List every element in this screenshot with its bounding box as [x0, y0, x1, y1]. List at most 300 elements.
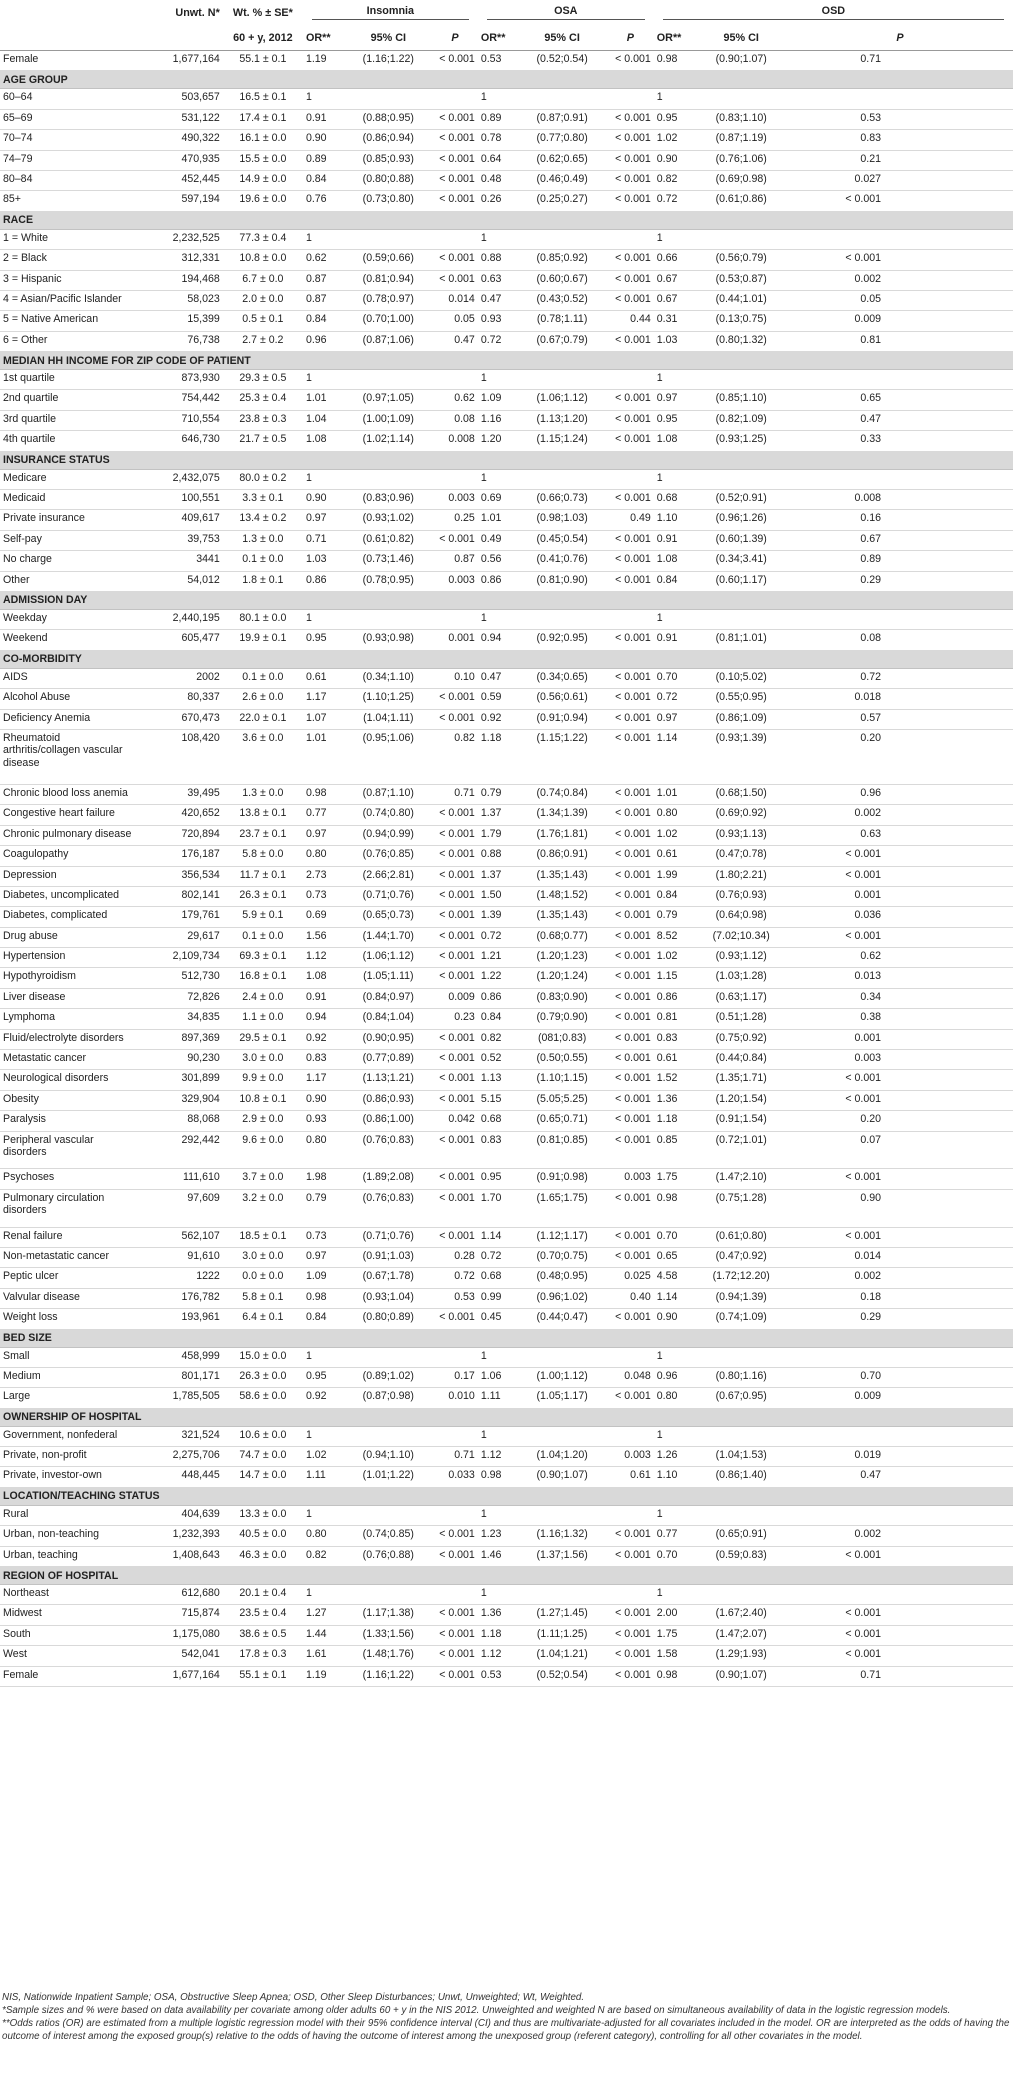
cell-osd-or: 0.66: [654, 250, 696, 270]
cell-osd-ci: (1.03;1.28): [695, 968, 787, 988]
table-row: [0, 988, 1013, 1008]
cell-osa-or: 1: [478, 89, 518, 109]
cell-insomnia-p: < 0.001: [432, 250, 478, 270]
row-label: Weekday: [0, 609, 143, 629]
cell-osa-or: 1: [478, 229, 518, 249]
cell-osa-p: < 0.001: [607, 1546, 654, 1566]
cell-osa-or: 0.88: [478, 250, 518, 270]
cell-insomnia-p: 0.008: [432, 431, 478, 451]
cell-unweighted-n: 29,617: [143, 927, 223, 947]
cell-osd-ci: (0.75;1.28): [695, 1189, 787, 1227]
table-row: [0, 1227, 1013, 1247]
cell-insomnia-ci: (0.87;1.06): [345, 331, 432, 351]
table-row: [0, 109, 1013, 129]
cell-osd-or: 1.02: [654, 130, 696, 150]
cell-osd-ci: (0.60;1.17): [695, 571, 787, 591]
cell-insomnia-or: 1.09: [303, 1268, 345, 1288]
cell-osd-p: 0.002: [787, 270, 1013, 290]
cell-osd-p: [787, 609, 1013, 629]
table-footnotes: [0, 1992, 1013, 2044]
cell-osa-ci: (0.98;1.03): [517, 510, 607, 530]
cell-osa-or: 0.69: [478, 490, 518, 510]
header-weighted-sub: 60 + y, 2012: [223, 25, 303, 51]
cell-osa-or: 1.14: [478, 1227, 518, 1247]
cell-osa-or: 0.92: [478, 709, 518, 729]
cell-osd-or: 0.98: [654, 51, 696, 71]
cell-osa-p: < 0.001: [607, 170, 654, 190]
cell-insomnia-or: 1.17: [303, 689, 345, 709]
cell-unweighted-n: 58,023: [143, 290, 223, 310]
cell-insomnia-or: 0.91: [303, 988, 345, 1008]
cell-insomnia-or: 0.73: [303, 1227, 345, 1247]
cell-osd-ci: (0.72;1.01): [695, 1131, 787, 1169]
cell-osa-or: 1.12: [478, 1447, 518, 1467]
cell-osd-p: 0.08: [787, 630, 1013, 650]
cell-osd-p: 0.20: [787, 1111, 1013, 1131]
cell-osa-ci: (0.44;0.47): [517, 1309, 607, 1329]
cell-osd-ci: (0.44;0.84): [695, 1050, 787, 1070]
cell-osa-ci: (0.46;0.49): [517, 170, 607, 190]
cell-osd-or: 1.10: [654, 1467, 696, 1487]
row-label: 6 = Other: [0, 331, 143, 351]
cell-osd-p: 0.036: [787, 907, 1013, 927]
cell-unweighted-n: 512,730: [143, 968, 223, 988]
cell-osd-ci: (0.56;0.79): [695, 250, 787, 270]
cell-unweighted-n: 1222: [143, 1268, 223, 1288]
row-label: 70–74: [0, 130, 143, 150]
cell-osd-p: 0.018: [787, 689, 1013, 709]
cell-unweighted-n: 193,961: [143, 1309, 223, 1329]
row-label: 4th quartile: [0, 431, 143, 451]
row-label: Northeast: [0, 1585, 143, 1605]
cell-osd-or: 1.03: [654, 331, 696, 351]
cell-insomnia-ci: (0.84;1.04): [345, 1009, 432, 1029]
cell-insomnia-p: < 0.001: [432, 150, 478, 170]
cell-osa-or: 0.48: [478, 170, 518, 190]
cell-insomnia-or: 0.71: [303, 530, 345, 550]
cell-osa-ci: (1.05;1.17): [517, 1388, 607, 1408]
cell-insomnia-ci: [345, 229, 432, 249]
cell-osa-or: 1.22: [478, 968, 518, 988]
cell-insomnia-or: 0.92: [303, 1388, 345, 1408]
cell-osd-ci: (0.96;1.26): [695, 510, 787, 530]
table-row: [0, 668, 1013, 688]
row-label: No charge: [0, 551, 143, 571]
cell-osd-or: 1: [654, 1426, 696, 1446]
cell-unweighted-n: 34,835: [143, 1009, 223, 1029]
cell-osa-or: 0.78: [478, 130, 518, 150]
group-label-osd: OSD: [663, 5, 1004, 20]
cell-insomnia-p: < 0.001: [432, 1526, 478, 1546]
table-row: [0, 1426, 1013, 1446]
cell-insomnia-or: 1.44: [303, 1625, 345, 1645]
cell-osa-ci: (1.37;1.56): [517, 1546, 607, 1566]
cell-osa-p: < 0.001: [607, 630, 654, 650]
row-label: Medicare: [0, 469, 143, 489]
cell-insomnia-ci: (1.16;1.22): [345, 1666, 432, 1686]
cell-insomnia-or: 1.11: [303, 1467, 345, 1487]
cell-osa-ci: [517, 229, 607, 249]
row-label: South: [0, 1625, 143, 1645]
cell-osa-or: 1.13: [478, 1070, 518, 1090]
cell-insomnia-p: < 0.001: [432, 805, 478, 825]
cell-osd-ci: (1.72;12.20): [695, 1268, 787, 1288]
cell-insomnia-or: 1.19: [303, 1666, 345, 1686]
table-row: [0, 907, 1013, 927]
cell-osd-ci: [695, 469, 787, 489]
cell-weighted-pct: 1.3 ± 0.0: [223, 784, 303, 804]
cell-weighted-pct: 3.7 ± 0.0: [223, 1169, 303, 1189]
cell-unweighted-n: 90,230: [143, 1050, 223, 1070]
cell-osd-or: 0.96: [654, 1367, 696, 1387]
cell-osa-ci: (0.25;0.27): [517, 191, 607, 211]
cell-insomnia-or: 1.17: [303, 1070, 345, 1090]
cell-osd-or: 0.67: [654, 290, 696, 310]
cell-osa-or: 1.39: [478, 907, 518, 927]
cell-insomnia-p: 0.72: [432, 1268, 478, 1288]
cell-insomnia-p: < 0.001: [432, 1169, 478, 1189]
cell-osd-or: 0.90: [654, 1309, 696, 1329]
cell-osa-p: < 0.001: [607, 431, 654, 451]
cell-insomnia-ci: (0.76;0.83): [345, 1189, 432, 1227]
table-row: [0, 311, 1013, 331]
cell-osd-p: 0.89: [787, 551, 1013, 571]
cell-osd-or: 0.81: [654, 1009, 696, 1029]
cell-insomnia-or: 0.94: [303, 1009, 345, 1029]
cell-osd-p: 0.002: [787, 1526, 1013, 1546]
table-row: [0, 968, 1013, 988]
header-group-osa: [478, 0, 654, 25]
cell-osa-ci: (0.91;0.98): [517, 1169, 607, 1189]
cell-osa-ci: (1.00;1.12): [517, 1367, 607, 1387]
section-title: OWNERSHIP OF HOSPITAL: [0, 1408, 1013, 1426]
cell-osa-or: 1.18: [478, 729, 518, 784]
cell-insomnia-ci: (0.71;0.76): [345, 1227, 432, 1247]
table-row: [0, 1367, 1013, 1387]
row-label: Other: [0, 571, 143, 591]
cell-unweighted-n: 312,331: [143, 250, 223, 270]
cell-osa-or: 1.06: [478, 1367, 518, 1387]
cell-osa-p: 0.003: [607, 1447, 654, 1467]
table-row: [0, 191, 1013, 211]
cell-insomnia-or: 0.90: [303, 1090, 345, 1110]
cell-osa-ci: (0.90;1.07): [517, 1467, 607, 1487]
cell-unweighted-n: 1,232,393: [143, 1526, 223, 1546]
table-row: [0, 530, 1013, 550]
cell-insomnia-p: 0.28: [432, 1247, 478, 1267]
table-row: [0, 410, 1013, 430]
cell-osd-p: 0.21: [787, 150, 1013, 170]
cell-osa-p: 0.61: [607, 1467, 654, 1487]
cell-insomnia-p: 0.47: [432, 331, 478, 351]
cell-insomnia-or: 1: [303, 370, 345, 390]
cell-insomnia-or: 1.01: [303, 390, 345, 410]
cell-osa-ci: (0.68;0.77): [517, 927, 607, 947]
group-label-insomnia: Insomnia: [312, 5, 469, 20]
cell-insomnia-p: < 0.001: [432, 1070, 478, 1090]
cell-weighted-pct: 22.0 ± 0.1: [223, 709, 303, 729]
footnote-odds-ratios: **Odds ratios (OR) are estimated from a multiple logistic regression model with their 95% confidence interval (CI) and thus are multivariate-adjusted for all covariates included in the model. OR are interpreted as the odds of having the outcome of interest among the exposed group(s) relative to the odds of having the outcome of interest among the unexposed group (referent category), controlling for all other covariates in the model.: [2, 2018, 1010, 2042]
cell-insomnia-or: 0.97: [303, 825, 345, 845]
table-header: [0, 0, 1013, 51]
cell-osa-p: < 0.001: [607, 846, 654, 866]
cell-osd-ci: (0.93;1.39): [695, 729, 787, 784]
cell-weighted-pct: 1.3 ± 0.0: [223, 530, 303, 550]
cell-osd-ci: (0.55;0.95): [695, 689, 787, 709]
cell-osd-ci: (0.87;1.19): [695, 130, 787, 150]
table-row: [0, 784, 1013, 804]
cell-osa-ci: (0.52;0.54): [517, 1666, 607, 1686]
row-label: Chronic blood loss anemia: [0, 784, 143, 804]
cell-osa-or: 0.68: [478, 1111, 518, 1131]
cell-insomnia-p: 0.53: [432, 1288, 478, 1308]
cell-osa-p: 0.048: [607, 1367, 654, 1387]
cell-osa-p: [607, 89, 654, 109]
row-label: Weight loss: [0, 1309, 143, 1329]
header-ci: 95% CI: [345, 25, 432, 51]
cell-insomnia-or: 1.61: [303, 1646, 345, 1666]
cell-osd-p: 0.53: [787, 109, 1013, 129]
cell-osa-ci: (0.48;0.95): [517, 1268, 607, 1288]
cell-osd-or: 1: [654, 1505, 696, 1525]
table-row: [0, 866, 1013, 886]
cell-osa-or: 0.95: [478, 1169, 518, 1189]
cell-unweighted-n: 76,738: [143, 331, 223, 351]
cell-osd-or: 0.95: [654, 410, 696, 430]
cell-osd-or: 8.52: [654, 927, 696, 947]
cell-osa-or: 5.15: [478, 1090, 518, 1110]
section-title: INSURANCE STATUS: [0, 451, 1013, 469]
cell-insomnia-ci: (1.05;1.11): [345, 968, 432, 988]
cell-insomnia-ci: (0.71;0.76): [345, 886, 432, 906]
cell-unweighted-n: 176,782: [143, 1288, 223, 1308]
cell-insomnia-ci: (1.89;2.08): [345, 1169, 432, 1189]
cell-osa-ci: (1.34;1.39): [517, 805, 607, 825]
cell-osd-p: < 0.001: [787, 1625, 1013, 1645]
table-row: [0, 431, 1013, 451]
cell-insomnia-p: < 0.001: [432, 1625, 478, 1645]
row-label: 80–84: [0, 170, 143, 190]
cell-osa-or: 0.94: [478, 630, 518, 650]
section-title: ADMISSION DAY: [0, 591, 1013, 609]
cell-osa-ci: (0.79;0.90): [517, 1009, 607, 1029]
cell-osd-p: 0.70: [787, 1367, 1013, 1387]
header-ci: 95% CI: [517, 25, 607, 51]
header-p: P: [432, 25, 478, 51]
cell-osa-ci: (0.77;0.80): [517, 130, 607, 150]
cell-osd-p: 0.90: [787, 1189, 1013, 1227]
cell-insomnia-p: 0.003: [432, 571, 478, 591]
cell-osd-ci: (1.80;2.21): [695, 866, 787, 886]
cell-osd-p: 0.001: [787, 1029, 1013, 1049]
cell-insomnia-or: 2.73: [303, 866, 345, 886]
table-row: [0, 1029, 1013, 1049]
cell-insomnia-or: 0.97: [303, 510, 345, 530]
cell-osa-ci: (1.04;1.21): [517, 1646, 607, 1666]
cell-insomnia-or: 1: [303, 1585, 345, 1605]
cell-osa-ci: (0.66;0.73): [517, 490, 607, 510]
cell-osa-ci: [517, 1585, 607, 1605]
cell-osa-or: 1.36: [478, 1605, 518, 1625]
cell-osd-or: 0.70: [654, 1546, 696, 1566]
cell-osd-or: 0.79: [654, 907, 696, 927]
table-row: [0, 709, 1013, 729]
cell-insomnia-p: [432, 1585, 478, 1605]
cell-osd-ci: (0.44;1.01): [695, 290, 787, 310]
cell-unweighted-n: 329,904: [143, 1090, 223, 1110]
table-row: [0, 510, 1013, 530]
cell-insomnia-or: 0.86: [303, 571, 345, 591]
cell-osd-ci: (0.90;1.07): [695, 51, 787, 71]
cell-osd-ci: [695, 89, 787, 109]
cell-unweighted-n: 531,122: [143, 109, 223, 129]
cell-osa-p: < 0.001: [607, 1605, 654, 1625]
cell-insomnia-ci: (0.87;0.98): [345, 1388, 432, 1408]
cell-osa-ci: (0.41;0.76): [517, 551, 607, 571]
cell-insomnia-p: 0.033: [432, 1467, 478, 1487]
cell-osa-p: < 0.001: [607, 1646, 654, 1666]
cell-osd-p: 0.20: [787, 729, 1013, 784]
cell-weighted-pct: 9.9 ± 0.0: [223, 1070, 303, 1090]
cell-insomnia-ci: (1.13;1.21): [345, 1070, 432, 1090]
table-row: [0, 89, 1013, 109]
cell-osd-p: 0.009: [787, 1388, 1013, 1408]
cell-osa-p: < 0.001: [607, 1189, 654, 1227]
cell-unweighted-n: 404,639: [143, 1505, 223, 1525]
table-row: [0, 886, 1013, 906]
cell-insomnia-ci: (0.74;0.80): [345, 805, 432, 825]
footnote-abbreviations: NIS, Nationwide Inpatient Sample; OSA, Obstructive Sleep Apnea; OSD, Other Sleep Disturbances; Unwt, Unweighted; Wt, Weighted.: [2, 1992, 585, 2003]
cell-osa-p: < 0.001: [607, 1625, 654, 1645]
cell-insomnia-p: 0.010: [432, 1388, 478, 1408]
cell-weighted-pct: 2.0 ± 0.0: [223, 290, 303, 310]
cell-osd-p: < 0.001: [787, 1646, 1013, 1666]
cell-weighted-pct: 17.8 ± 0.3: [223, 1646, 303, 1666]
cell-osd-ci: [695, 609, 787, 629]
cell-osd-or: 1.14: [654, 729, 696, 784]
cell-osa-or: 0.47: [478, 668, 518, 688]
cell-weighted-pct: 29.3 ± 0.5: [223, 370, 303, 390]
cell-osd-or: 1.26: [654, 1447, 696, 1467]
cell-unweighted-n: 2,232,525: [143, 229, 223, 249]
cell-osd-or: 0.77: [654, 1526, 696, 1546]
cell-osd-ci: (0.74;1.09): [695, 1309, 787, 1329]
cell-insomnia-ci: (1.17;1.38): [345, 1605, 432, 1625]
cell-insomnia-p: < 0.001: [432, 1090, 478, 1110]
cell-osa-ci: (1.35;1.43): [517, 866, 607, 886]
cell-osd-p: < 0.001: [787, 250, 1013, 270]
cell-osd-or: 1: [654, 370, 696, 390]
cell-osa-ci: (0.78;1.11): [517, 311, 607, 331]
cell-insomnia-or: 1: [303, 1426, 345, 1446]
cell-osa-p: < 0.001: [607, 191, 654, 211]
cell-insomnia-p: 0.71: [432, 784, 478, 804]
cell-insomnia-or: 1.98: [303, 1169, 345, 1189]
cell-osd-or: 0.85: [654, 1131, 696, 1169]
header-weighted-pct: Wt. % ± SE*: [232, 6, 293, 19]
cell-unweighted-n: 470,935: [143, 150, 223, 170]
section-header-row: [0, 1487, 1013, 1505]
cell-osa-ci: (1.20;1.24): [517, 968, 607, 988]
cell-insomnia-or: 1: [303, 89, 345, 109]
row-label: Large: [0, 1388, 143, 1408]
cell-osd-or: 0.86: [654, 988, 696, 1008]
row-label: Metastatic cancer: [0, 1050, 143, 1070]
cell-weighted-pct: 16.8 ± 0.1: [223, 968, 303, 988]
cell-unweighted-n: 452,445: [143, 170, 223, 190]
cell-insomnia-or: 0.98: [303, 784, 345, 804]
cell-weighted-pct: 13.4 ± 0.2: [223, 510, 303, 530]
cell-insomnia-ci: (0.61;0.82): [345, 530, 432, 550]
cell-weighted-pct: 15.5 ± 0.0: [223, 150, 303, 170]
cell-osa-p: < 0.001: [607, 530, 654, 550]
cell-osa-or: 0.72: [478, 331, 518, 351]
cell-osa-p: < 0.001: [607, 988, 654, 1008]
cell-osa-ci: (0.45;0.54): [517, 530, 607, 550]
table-body: [0, 51, 1013, 1687]
row-label: Psychoses: [0, 1169, 143, 1189]
cell-osd-ci: (0.64;0.98): [695, 907, 787, 927]
cell-insomnia-ci: [345, 469, 432, 489]
cell-unweighted-n: 646,730: [143, 431, 223, 451]
cell-osa-p: 0.025: [607, 1268, 654, 1288]
cell-osd-ci: (0.51;1.28): [695, 1009, 787, 1029]
cell-osd-ci: (0.52;0.91): [695, 490, 787, 510]
cell-insomnia-ci: (0.84;0.97): [345, 988, 432, 1008]
cell-osd-ci: (1.20;1.54): [695, 1090, 787, 1110]
cell-osa-ci: (1.06;1.12): [517, 390, 607, 410]
cell-osa-p: < 0.001: [607, 805, 654, 825]
row-label: Lymphoma: [0, 1009, 143, 1029]
cell-insomnia-p: [432, 1426, 478, 1446]
cell-insomnia-ci: (0.80;0.89): [345, 1309, 432, 1329]
section-title: BED SIZE: [0, 1329, 1013, 1347]
cell-weighted-pct: 58.6 ± 0.0: [223, 1388, 303, 1408]
cell-osd-ci: (7.02;10.34): [695, 927, 787, 947]
cell-weighted-pct: 0.1 ± 0.0: [223, 551, 303, 571]
cell-osd-or: 1: [654, 1347, 696, 1367]
cell-osd-or: 0.84: [654, 571, 696, 591]
cell-unweighted-n: 1,175,080: [143, 1625, 223, 1645]
cell-insomnia-ci: (0.93;1.04): [345, 1288, 432, 1308]
cell-osa-p: [607, 1426, 654, 1446]
cell-insomnia-ci: (0.91;1.03): [345, 1247, 432, 1267]
cell-insomnia-or: 0.80: [303, 846, 345, 866]
header-or: OR**: [303, 25, 345, 51]
cell-osa-ci: (0.65;0.71): [517, 1111, 607, 1131]
cell-osd-or: 0.70: [654, 668, 696, 688]
cell-osd-ci: (0.76;1.06): [695, 150, 787, 170]
row-label: 3rd quartile: [0, 410, 143, 430]
cell-osd-ci: (0.80;1.16): [695, 1367, 787, 1387]
cell-insomnia-or: 0.79: [303, 1189, 345, 1227]
cell-unweighted-n: 54,012: [143, 571, 223, 591]
cell-insomnia-ci: (1.10;1.25): [345, 689, 432, 709]
cell-insomnia-p: [432, 89, 478, 109]
cell-osa-ci: (0.62;0.65): [517, 150, 607, 170]
cell-osd-or: 0.72: [654, 191, 696, 211]
cell-osd-p: [787, 1505, 1013, 1525]
cell-osd-or: 1.01: [654, 784, 696, 804]
cell-osd-or: 1.18: [654, 1111, 696, 1131]
cell-osa-ci: (081;0.83): [517, 1029, 607, 1049]
cell-osd-or: 1.99: [654, 866, 696, 886]
cell-osd-or: 0.61: [654, 1050, 696, 1070]
cell-osd-ci: (0.47;0.92): [695, 1247, 787, 1267]
cell-insomnia-or: 1.04: [303, 410, 345, 430]
row-label: Diabetes, uncomplicated: [0, 886, 143, 906]
table-row: [0, 1347, 1013, 1367]
